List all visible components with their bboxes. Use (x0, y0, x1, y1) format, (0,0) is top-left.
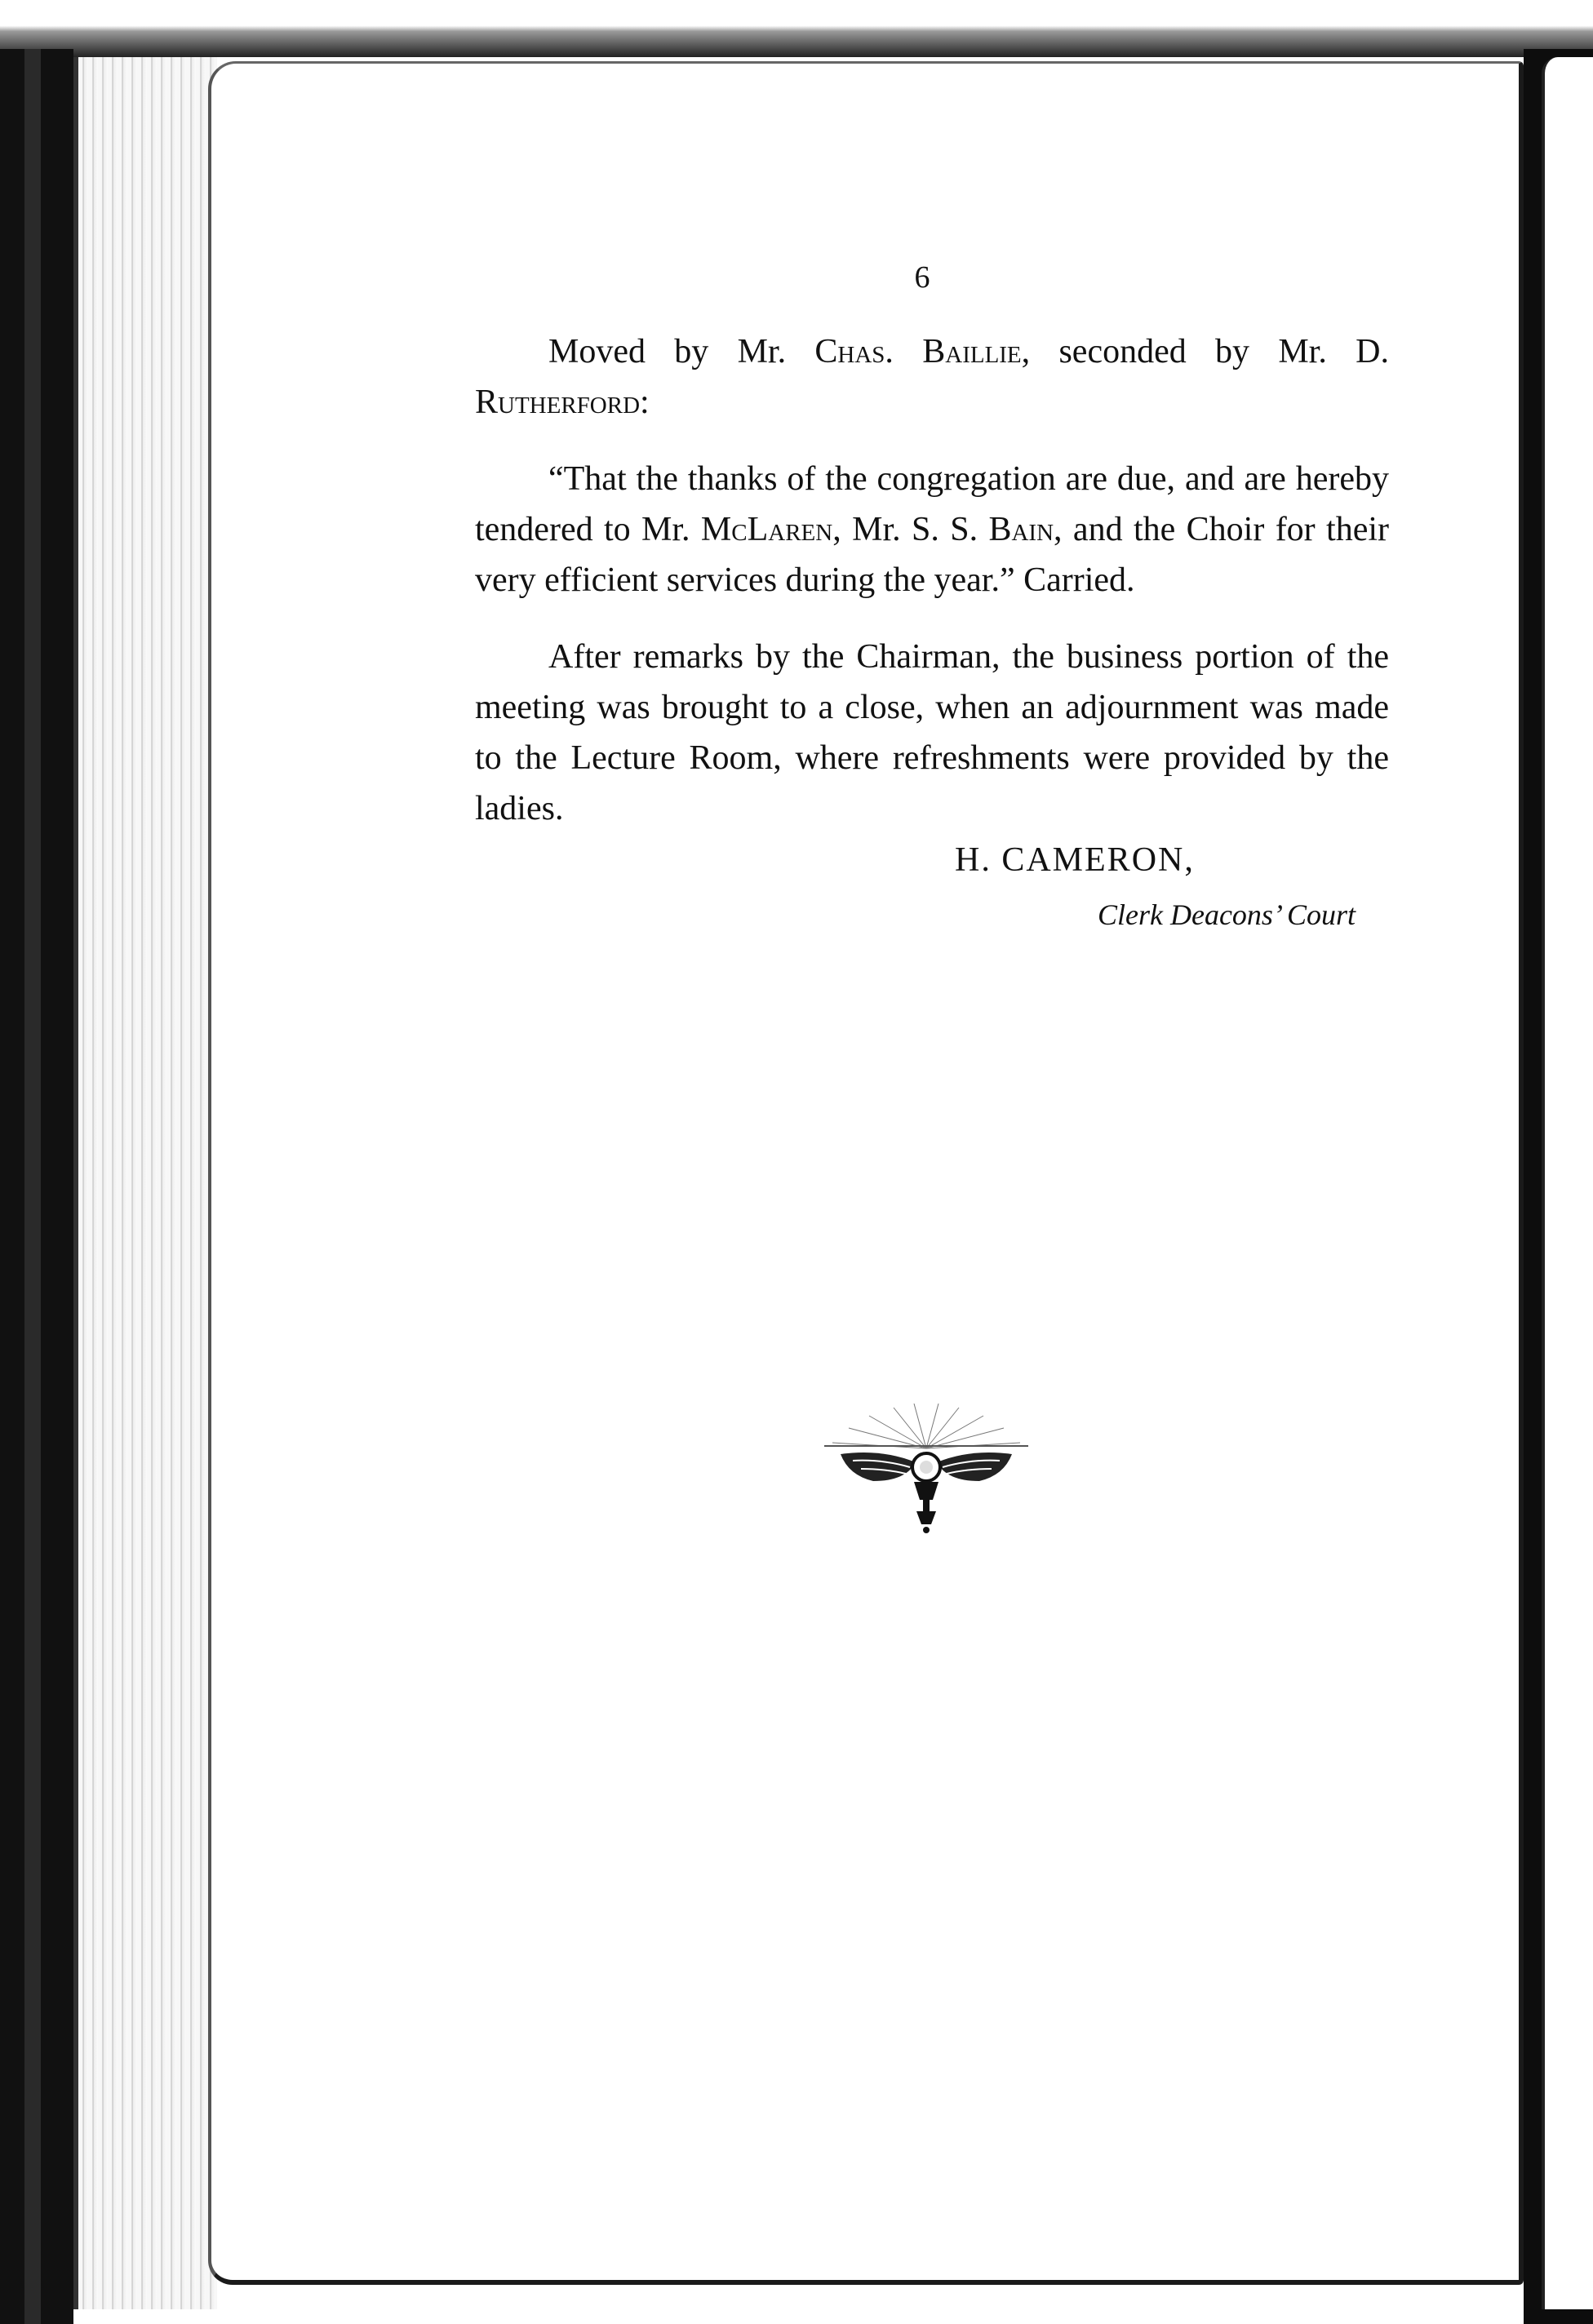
paragraph-motion (475, 326, 1389, 428)
resolution-text-3: , and the Choir for their very efficient services during the year.” Carried. (475, 511, 1390, 599)
page-number: 6 (914, 260, 930, 295)
resolution-text-1: “That the thanks of the congregation are due, and are hereby tendered to Mr. (475, 460, 1389, 548)
motion-text-3: : (640, 384, 650, 421)
minutes-text (475, 326, 1389, 860)
resolution-text-2: , Mr. (832, 511, 912, 548)
motion-text-1: Moved by Mr. (548, 333, 815, 370)
decorative-ornament-icon (824, 1404, 1028, 1534)
signature-title: Clerk Deacons’ Court (1098, 898, 1356, 931)
thanked-name-2: S. S. Bain (912, 511, 1054, 548)
motion-text-2: , seconded by Mr. (1021, 333, 1356, 370)
seconder-name: D. Rutherford (475, 333, 1389, 421)
mover-name: Chas. Baillie (814, 333, 1022, 370)
facing-page-edge (1524, 49, 1593, 2324)
paragraph-closing: After remarks by the Chairman, the business portion of the meeting was brought to a close, when an adjournment was made to the Lecture Room, where refreshments were provided by the ladies. (475, 638, 1389, 827)
book-spine-edge (0, 49, 73, 2324)
book-page-edges (73, 57, 217, 2309)
signature-name: H. CAMERON, (955, 841, 1195, 879)
paragraph-resolution (475, 454, 1389, 605)
thanked-name-1: McLaren (700, 511, 833, 548)
scan-top-edge (0, 0, 1593, 57)
